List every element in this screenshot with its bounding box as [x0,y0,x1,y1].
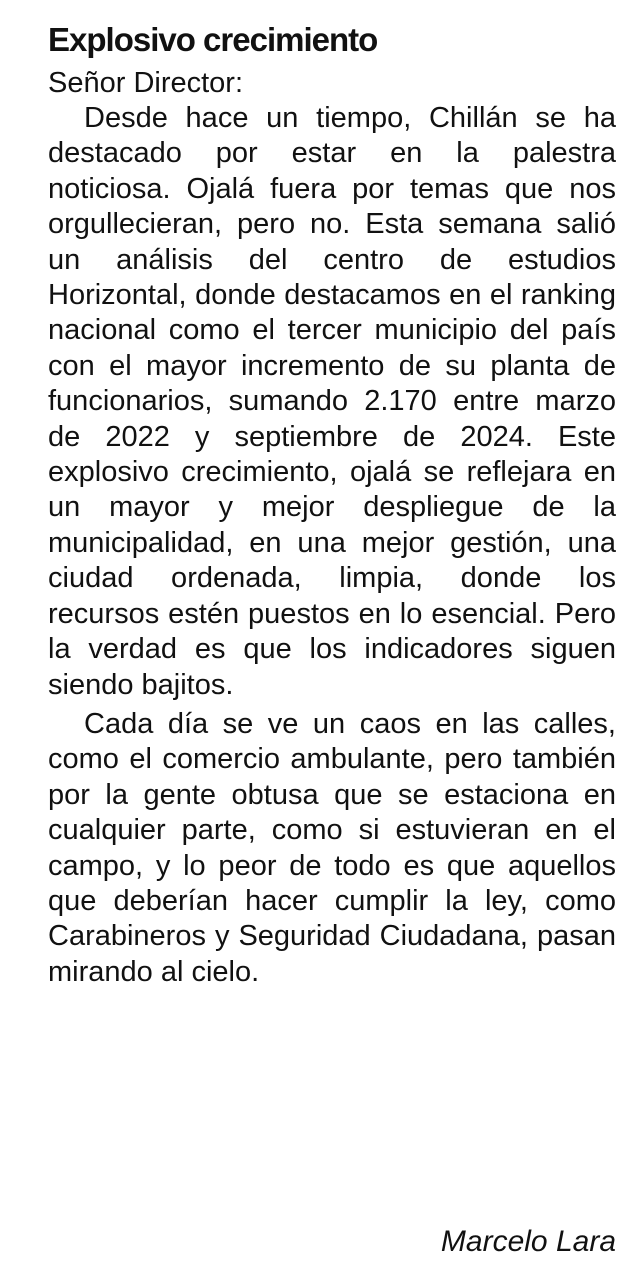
letter-paragraph-2: Cada día se ve un caos en las calles, como el comercio ambulante, pero también por la gente obtusa que se estaciona en cualquier parte, como si estuvieran en el campo, y lo peor de todo es que aquellos que deberían hacer cumplir la ley, como Carabineros y Seguridad Ciudadana, pasan mirando al cielo. [48,707,616,988]
letter-to-editor [48,18,616,990]
letter-salutation: Señor Director: [48,67,244,99]
letter-paragraph-1: Desde hace un tiempo, Chillán se ha destacado por estar en la palestra noticiosa. Ojalá fuera por temas que nos orgullecieran, pero no. Esta semana salió un análisis del centro de estudios Horizontal, donde destacamos en el ranking nacional como el tercer municipio del país con el mayor incremento de su planta de funcionarios, sumando 2.170 entre marzo de 2022 y septiembre de 2024. Este explosivo crecimiento, ojalá se reflejara en un mayor y mejor despliegue de la municipalidad, en una mejor gestión, una ciudad ordenada, limpia, donde los recursos estén puestos en lo esencial. Pero la verdad es que los indicadores siguen siendo bajitos. [48,102,616,701]
letter-signature: Marcelo Lara [440,1225,616,1258]
letter-headline: Explosivo crecimiento [48,21,378,58]
